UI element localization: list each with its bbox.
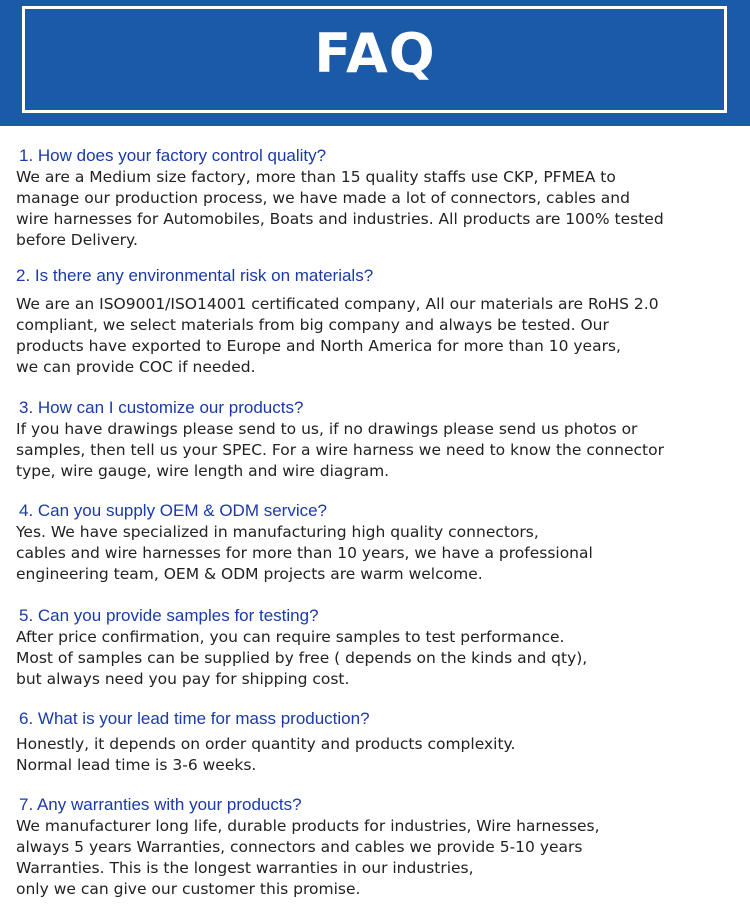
answer-line: manage our production process, we have made a lot of connectors, cables and [16,189,630,207]
faq-question: 3. How can I customize our products? [19,398,304,417]
faq-question: 2. Is there any environmental risk on materials? [16,266,374,285]
answer-line: products have exported to Europe and North America for more than 10 years, [16,337,621,355]
answer-line: Warranties. This is the longest warranties in our industries, [16,859,474,877]
faq-answer [16,167,736,251]
faq-answer [13,294,733,378]
faq-question: 5. Can you provide samples for testing? [19,606,319,625]
answer-line: we can provide COC if needed. [16,358,256,376]
faq-answer [16,419,736,482]
faq-answer [16,627,736,690]
faq-question: 6. What is your lead time for mass production? [19,709,370,728]
answer-line: If you have drawings please send to us, if no drawings please send us photos or [16,420,638,438]
faq-answer [16,734,736,776]
faq-answer [16,816,736,900]
answer-line: Yes. We have specialized in manufacturing high quality connectors, [16,523,539,541]
answer-line: compliant, we select materials from big company and always be tested. Our [16,316,609,334]
answer-line: wire harnesses for Automobiles, Boats and industries. All products are 100% tested [16,210,664,228]
answer-line: only we can give our customer this promise. [16,880,361,898]
answer-line: Most of samples can be supplied by free ( depends on the kinds and qty), [16,649,588,667]
faq-question: 4. Can you supply OEM & ODM service? [19,501,328,520]
faq-item-quality [16,145,736,251]
faq-question: 7. Any warranties with your products? [19,795,302,814]
page-title: FAQ [314,22,436,85]
faq-item-oem-odm [16,500,736,585]
faq-item-warranties [16,794,736,900]
answer-line: Normal lead time is 3-6 weeks. [16,756,257,774]
faq-item-samples [16,605,736,690]
answer-line: but always need you pay for shipping cost. [16,670,350,688]
answer-line: before Delivery. [16,231,138,249]
answer-line: After price confirmation, you can require samples to test performance. [16,628,565,646]
faq-item-customize [16,397,736,482]
answer-line: cables and wire harnesses for more than 10 years, we have a professional [16,544,593,562]
answer-line: We manufacturer long life, durable products for industries, Wire harnesses, [16,817,600,835]
faq-item-lead-time [16,708,736,776]
faq-answer [16,522,736,585]
answer-line: engineering team, OEM & ODM projects are warm welcome. [16,565,483,583]
faq-item-environmental [13,265,733,378]
answer-line: type, wire gauge, wire length and wire diagram. [16,462,390,480]
answer-line: We are an ISO9001/ISO14001 certificated company, All our materials are RoHS 2.0 [16,295,659,313]
answer-line: Honestly, it depends on order quantity and products complexity. [16,735,516,753]
faq-question: 1. How does your factory control quality? [19,146,327,165]
answer-line: always 5 years Warranties, connectors and cables we provide 5-10 years [16,838,583,856]
answer-line: samples, then tell us your SPEC. For a wire harness we need to know the connector [16,441,664,459]
answer-line: We are a Medium size factory, more than 15 quality staffs use CKP, PFMEA to [16,168,616,186]
